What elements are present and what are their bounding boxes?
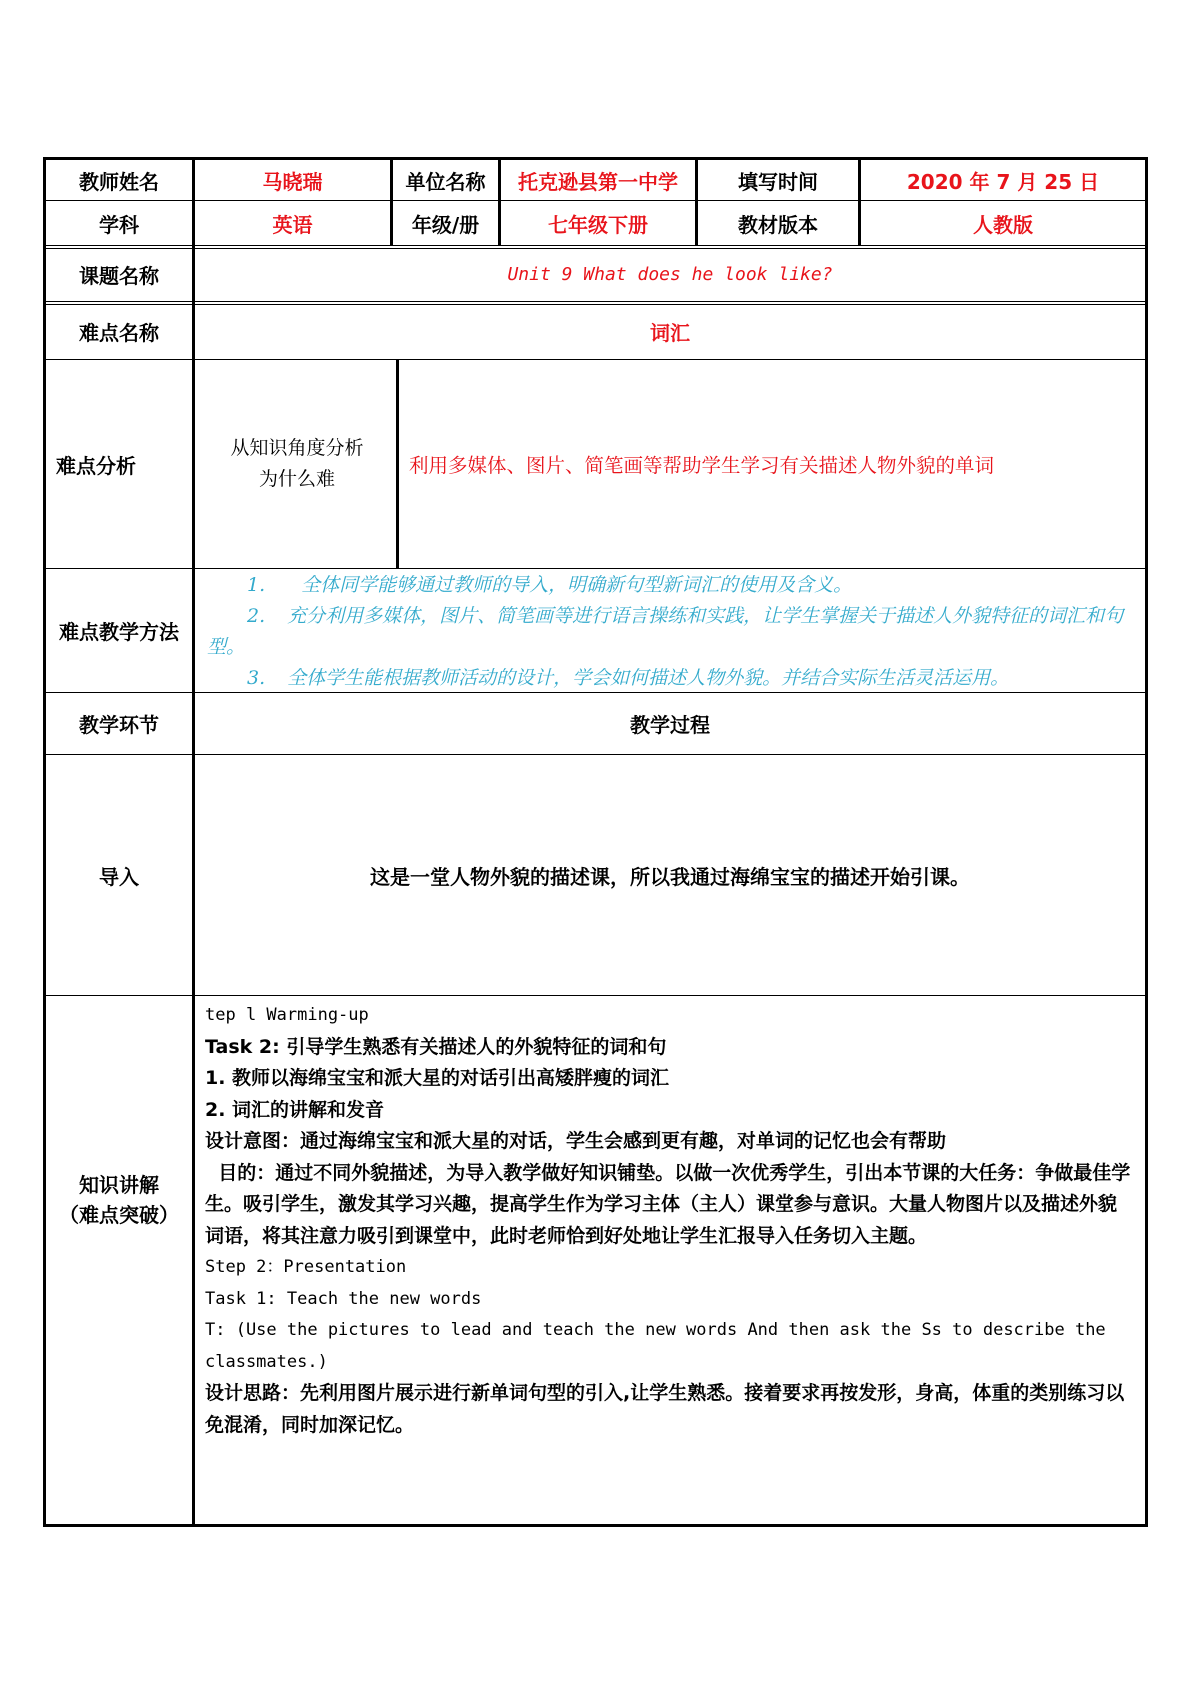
content-line: 设计意图：通过海绵宝宝和派大星的对话，学生会感到更有趣，对单词的记忆也会有帮助 xyxy=(205,1130,947,1152)
knowledge-label xyxy=(46,996,192,1524)
unit-label: 单位名称 xyxy=(405,169,486,194)
method-item xyxy=(207,601,1135,663)
difficulty-label: 难点名称 xyxy=(79,321,159,345)
stage-header: 教学环节 xyxy=(79,713,159,737)
content-line: 1. 教师以海绵宝宝和派大星的对话引出高矮胖瘦的词汇 xyxy=(205,1067,670,1089)
topic-value: Unit 9 What does he look like? xyxy=(507,264,833,285)
method-item-text: 全体学生能根据教师活动的设计，学会如何描述人物外貌。并结合实际生活灵活运用。 xyxy=(287,667,1010,689)
knowledge-content xyxy=(195,996,1145,1524)
edition-value: 人教版 xyxy=(973,212,1033,237)
method-item-text: 全体同学能够通过教师的导入，明确新句型新词汇的使用及含义。 xyxy=(301,574,853,596)
intro-value: 这是一堂人物外貌的描述课，所以我通过海绵宝宝的描述开始引课。 xyxy=(370,864,970,889)
method-item xyxy=(207,570,1135,601)
topic-label: 课题名称 xyxy=(79,264,159,288)
content-line: 2. 词汇的讲解和发音 xyxy=(205,1098,385,1121)
subject-label: 学科 xyxy=(99,212,139,237)
method-item-number: 2. xyxy=(247,605,266,627)
edition-label: 教材版本 xyxy=(738,212,818,237)
method-item-number: 3. xyxy=(247,667,266,689)
grade-label: 年级/册 xyxy=(411,212,480,237)
process-header: 教学过程 xyxy=(630,713,710,737)
method-item xyxy=(207,663,1135,694)
content-line: Task 1: Teach the new words xyxy=(205,1288,482,1309)
analysis-label: 难点分析 xyxy=(56,453,136,478)
intro-label: 导入 xyxy=(99,864,139,889)
subject-value: 英语 xyxy=(272,212,313,237)
content-line: Task 2: 引导学生熟悉有关描述人的外貌特征的词和句 xyxy=(205,1035,667,1058)
grade-value: 七年级下册 xyxy=(548,212,648,237)
date-label: 填写时间 xyxy=(738,169,818,194)
content-line: Step 2：Presentation xyxy=(205,1257,407,1277)
content-paragraph: 目的：通过不同外貌描述，为导入教学做好知识铺垫。以做一次优秀学生，引出本节课的大任务：争做最佳学生。吸引学生，激发其学习兴趣，提高学生作为学习主体（主人）课堂参与意识。大量人物图片以及描述外貌词语，将其注意力吸引到课堂中，此时老师恰到好处地让学生汇报导入任务切入主题。 xyxy=(205,1161,1131,1247)
lesson-plan-table xyxy=(43,157,1148,1527)
difficulty-value: 词汇 xyxy=(650,321,690,345)
knowledge-label-line1: 知识讲解 xyxy=(79,1173,159,1197)
content-line: tep l Warming-up xyxy=(205,1005,369,1025)
teacher-value: 马晓瑞 xyxy=(262,169,323,194)
method-item-text: 充分利用多媒体，图片、简笔画等进行语言操练和实践，让学生掌握关于描述人外貌特征的词汇和句型。 xyxy=(207,605,1124,658)
row-divider xyxy=(46,245,1145,246)
analysis-sub-label: 从知识角度分析为什么难 xyxy=(230,437,364,490)
knowledge-label-line2: （难点突破） xyxy=(59,1203,179,1227)
method-label: 难点教学方法 xyxy=(59,620,179,644)
method-list xyxy=(195,569,1145,692)
teacher-label: 教师姓名 xyxy=(79,169,159,194)
method-item-number: 1. xyxy=(247,574,266,596)
unit-value: 托克逊县第一中学 xyxy=(518,169,678,194)
content-line: T: (Use the pictures to lead and teach the new words And then ask the Ss to describe the classmates.) xyxy=(205,1320,1106,1372)
analysis-value: 利用多媒体、图片、简笔画等帮助学生学习有关描述人物外貌的单词 xyxy=(409,454,995,477)
content-paragraph: 设计思路：先利用图片展示进行新单词句型的引入,让学生熟悉。接着要求再按发形，身高，体重的类别练习以免混淆，同时加深记忆。 xyxy=(205,1382,1125,1436)
date-value: 2020 年 7 月 25 日 xyxy=(906,169,1100,194)
row-divider xyxy=(46,301,1145,302)
